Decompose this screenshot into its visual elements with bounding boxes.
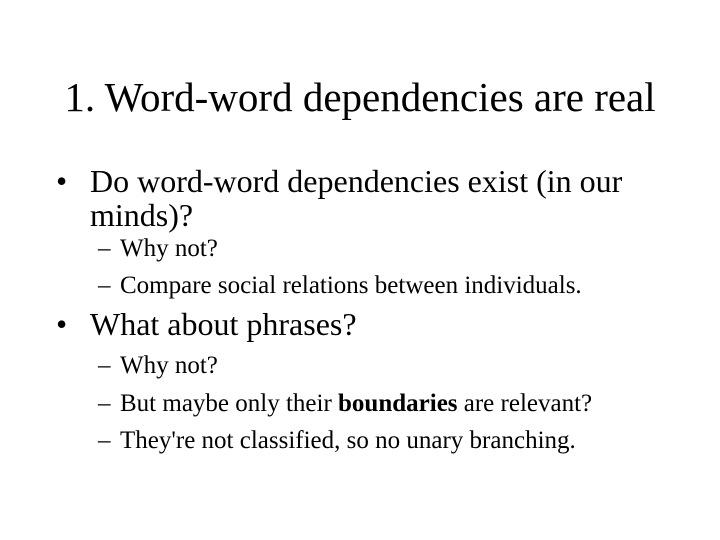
sub-bullet-text-before: But maybe only their [120, 390, 339, 417]
sub-bullet-item [98, 234, 698, 264]
sub-bullet-text: Why not? [120, 352, 218, 379]
bullet-text: Do word-word dependencies exist (in our minds)? [90, 163, 623, 233]
bullet-marker: • [56, 163, 68, 199]
sub-bullet-marker: – [98, 352, 111, 379]
emphasized-word: boundaries [338, 390, 458, 417]
sub-bullet-text: Compare social relations between individuals. [120, 272, 582, 299]
bullet-text: What about phrases? [90, 306, 357, 342]
sub-bullet-text: They're not classified, so no unary branching. [120, 427, 576, 454]
bullet-item [56, 164, 676, 232]
sub-bullet-marker: – [98, 235, 111, 262]
sub-bullet-item [98, 426, 698, 456]
sub-bullet-item [98, 389, 698, 419]
sub-bullet-marker: – [98, 272, 111, 299]
sub-bullet-item [98, 271, 698, 301]
sub-bullet-marker: – [98, 427, 111, 454]
bullet-marker: • [56, 306, 68, 342]
sub-bullet-item [98, 351, 698, 381]
sub-bullet-text-after: are relevant? [457, 390, 593, 417]
bullet-item [56, 307, 676, 341]
sub-bullet-text: Why not? [120, 235, 218, 262]
slide-title: 1. Word-word dependencies are real [64, 74, 656, 120]
sub-bullet-marker: – [98, 390, 111, 417]
